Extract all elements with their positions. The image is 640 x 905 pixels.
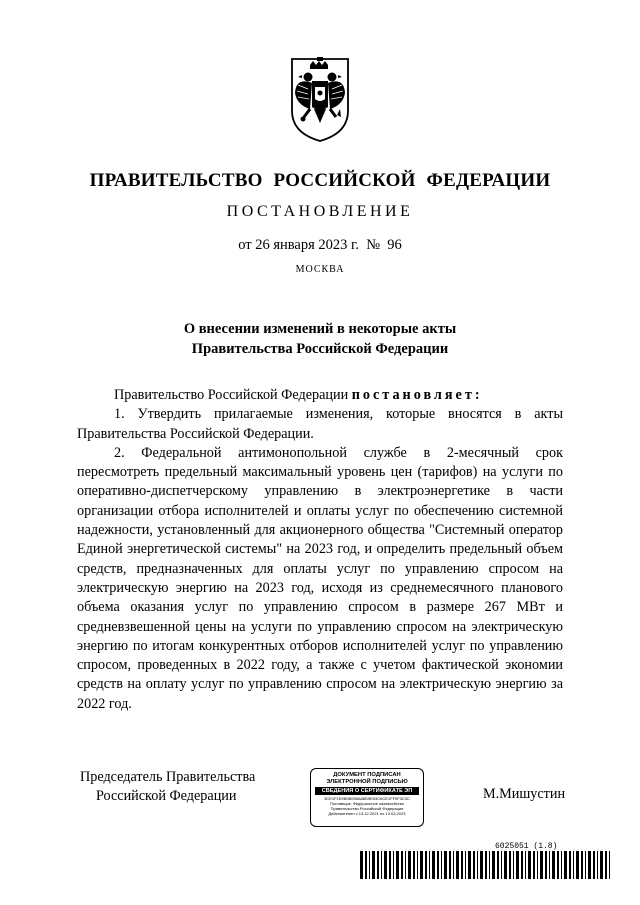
date-and-number: от 26 января 2023 г. № 96 — [238, 237, 402, 253]
intro-verb: постановляет: — [351, 387, 483, 403]
item-2: 2. Федеральной антимонопольной службе в 2-месячный срок пересмотреть предельный максимальный уровень цен (тарифов) на услуги по оперативно-диспетчерскому управлению в электроэнергетике в части организации отбора исполнителей и оплаты услуг по обеспечению системной надежности, установленный для акционерного общества "Системный оператор Единой энергетической системы" на 2023 год, и определить предельный объем средств, предназначенных для оплаты услуг по управлению спросом на электрическую энергию на 2023 год, исходя из среднемесячного планового объема оказания услуг по управлению спросом в размере 267 МВт и средневзвешенной цены на услуги по управлению спросом на электрическую энергию по итогам конкурентных отборов исполнителей услуг по управлению спросом, проведенных в 2022 году, а также с учетом фактической экономии средств на оплату услуг по управлению спросом на электрическую энергию за 2022 год. — [77, 444, 563, 712]
barcode-icon — [360, 851, 610, 879]
subject-line-2: Правительства Российской Федерации — [191, 341, 449, 357]
document-type: ПОСТАНОВЛЕНИЕ — [226, 203, 414, 220]
stamp-serial: 3CE1F1E9B0B096A88D9E53C6CE1FF0F3C3C — [324, 796, 410, 801]
position-line-1: Председатель Правительства — [80, 769, 256, 785]
electronic-signature-stamp — [310, 768, 424, 827]
signatory-position — [80, 768, 255, 806]
stamp-supplier: Поставщик: Федеральное казначейство — [330, 801, 404, 806]
stamp-line-2: ЭЛЕКТРОННОЙ ПОДПИСЬЮ — [326, 779, 408, 785]
city: МОСКВА — [295, 264, 345, 275]
document-subject — [0, 319, 640, 359]
stamp-owner: Правительство Российской Федерации — [330, 806, 404, 811]
intro-paragraph — [77, 386, 563, 405]
intro-text: Правительство Российской Федерации — [114, 387, 352, 403]
government-title: ПРАВИТЕЛЬСТВО РОССИЙСКОЙ ФЕДЕРАЦИИ — [89, 170, 551, 191]
item-1: 1. Утвердить прилагаемые изменения, которые вносятся в акты Правительства Российской Федерации. — [77, 406, 563, 442]
position-line-2: Российской Федерации — [96, 788, 237, 804]
coat-of-arms-icon — [286, 53, 354, 143]
subject-line-1: О внесении изменений в некоторые акты — [183, 321, 457, 337]
stamp-line-1: ДОКУМЕНТ ПОДПИСАН — [333, 772, 401, 778]
document-body — [77, 386, 563, 714]
stamp-validity: Действителен с 13.12.2021 по 13.03.2023 — [328, 811, 406, 816]
barcode-number: 6025051 (1.8) — [495, 842, 558, 851]
stamp-banner: СВЕДЕНИЯ О СЕРТИФИКАТЕ ЭП — [315, 787, 419, 795]
signatory-name: М.Мишустин — [483, 786, 566, 802]
